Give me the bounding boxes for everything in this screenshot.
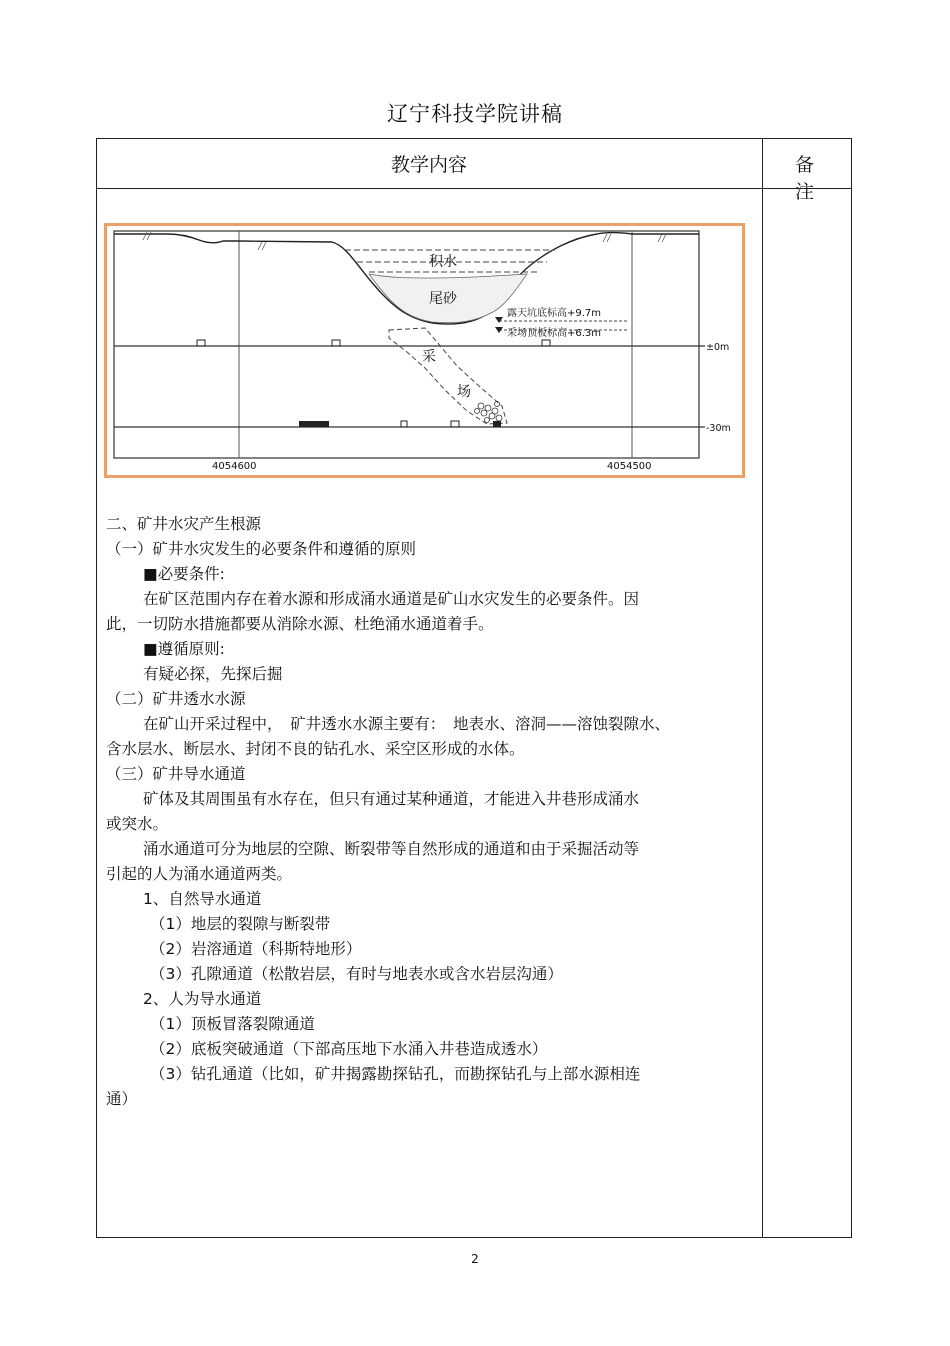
bullet-heading: ■必要条件: xyxy=(143,565,225,583)
subsection-heading: （二）矿井透水水源 xyxy=(106,690,246,708)
list-item: （2）底板突破通道（下部高压地下水涌入井巷造成透水） xyxy=(150,1040,548,1058)
lecture-content xyxy=(106,512,756,1112)
paragraph-line: 矿体及其周围虽有水存在，但只有通过某种通道，才能进入井巷形成涌水 xyxy=(143,790,640,808)
label-level-0: ±0m xyxy=(706,342,730,353)
list-item: （3）钻孔通道（比如，矿井揭露勘探钻孔，而勘探钻孔与上部水源相连 xyxy=(150,1065,641,1083)
label-coord-left: 4054600 xyxy=(212,461,257,472)
table-column-divider xyxy=(762,138,763,1238)
list-item: （2）岩溶通道（科斯特地形） xyxy=(150,940,362,958)
list-item: （1）顶板冒落裂隙通道 xyxy=(150,1015,315,1033)
paragraph-line: 引起的人为涌水通道两类。 xyxy=(106,865,293,883)
label-stope-1: 采 xyxy=(422,349,436,365)
subsection-heading: （三）矿井导水通道 xyxy=(106,765,246,783)
numbered-heading: 2、人为导水通道 xyxy=(143,990,262,1008)
paragraph-line: 在矿区范围内存在着水源和形成涌水通道是矿山水灾发生的必要条件。因 xyxy=(143,590,640,608)
paragraph-line: 此，一切防水措施都要从消除水源、杜绝涌水通道着手。 xyxy=(106,615,494,633)
label-pit-bottom: 露天坑底标高+9.7m xyxy=(507,308,602,319)
subsection-heading: （一）矿井水灾发生的必要条件和遵循的原则 xyxy=(106,540,417,558)
table-header-content: 教学内容 xyxy=(390,154,467,176)
cross-section-drawing xyxy=(107,226,742,475)
label-water: 积水 xyxy=(429,254,457,270)
label-level-minus30: -30m xyxy=(706,423,731,434)
list-item: （1）地层的裂隙与断裂带 xyxy=(150,915,331,933)
page-title: 辽宁科技学院讲稿 xyxy=(387,102,563,126)
paragraph-line: 或突水。 xyxy=(106,815,169,833)
paragraph-line: 在矿山开采过程中， 矿井透水水源主要有： 地表水、溶洞——溶蚀裂隙水、 xyxy=(143,715,671,733)
label-coord-right: 4054500 xyxy=(607,461,652,472)
section-heading: 二、矿井水灾产生根源 xyxy=(106,515,262,533)
label-stope-2: 场 xyxy=(457,384,471,400)
paragraph-line: 涌水通道可分为地层的空隙、断裂带等自然形成的通道和由于采掘活动等 xyxy=(143,840,640,858)
table-header-divider xyxy=(96,188,852,189)
bullet-heading: ■遵循原则: xyxy=(143,640,225,658)
paragraph-line: 含水层水、断层水、封闭不良的钻孔水、采空区形成的水体。 xyxy=(106,740,525,758)
table-header-notes: 备 注 xyxy=(794,154,874,203)
label-tailings: 尾砂 xyxy=(429,291,457,307)
paragraph-line: 通） xyxy=(106,1090,138,1108)
list-item: （3）孔隙通道（松散岩层，有时与地表水或含水岩层沟通） xyxy=(150,965,563,983)
page-number: 2 xyxy=(471,1252,479,1266)
numbered-heading: 1、自然导水通道 xyxy=(143,890,262,908)
paragraph-line: 有疑必探，先探后掘 xyxy=(143,665,283,683)
label-stope-top: 采场顶板标高+6.3m xyxy=(507,328,602,339)
mine-cross-section-figure xyxy=(104,223,745,478)
